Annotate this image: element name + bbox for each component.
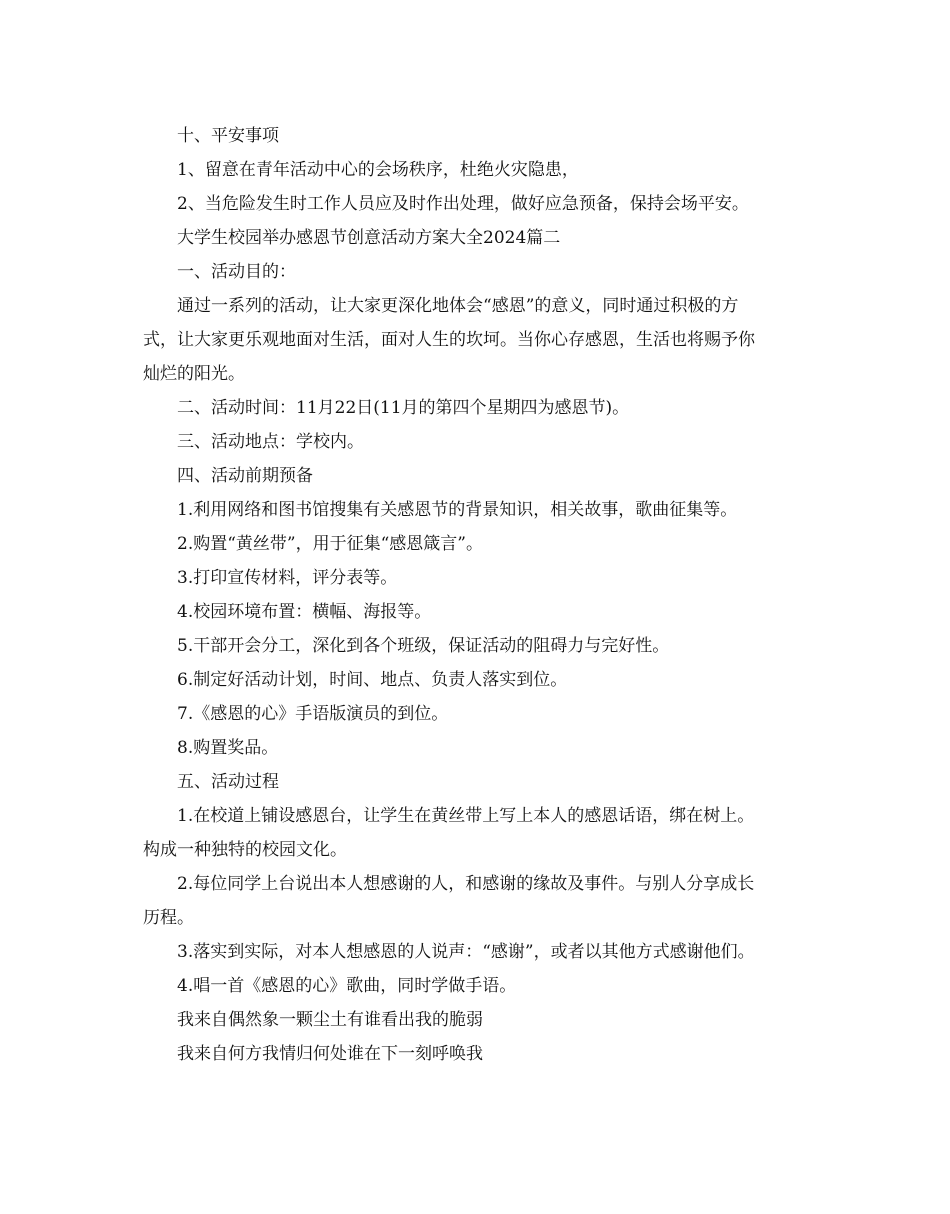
list-item: 4.唱一首《感恩的心》歌曲，同时学做手语。: [177, 976, 517, 996]
section-heading-purpose: 一、活动目的：: [177, 262, 296, 282]
paragraph-line: 灿烂的阳光。: [143, 364, 245, 384]
list-item: 5.干部开会分工，深化到各个班级，保证活动的阻碍力与完好性。: [177, 636, 670, 656]
list-item: 1.利用网络和图书馆搜集有关感恩节的背景知识，相关故事，歌曲征集等。: [177, 500, 738, 520]
paragraph-line: 2、当危险发生时工作人员应及时作出处理，做好应急预备，保持会场平安。: [177, 194, 749, 214]
list-item: 8.购置奖品。: [177, 738, 279, 758]
list-item: 1.在校道上铺设感恩台，让学生在黄丝带上写上本人的感恩话语，绑在树上。: [177, 806, 755, 826]
list-item-continuation: 构成一种独特的校园文化。: [143, 840, 347, 860]
article-title: 大学生校园举办感恩节创意活动方案大全2024篇二: [177, 228, 561, 248]
list-item: 3.打印宣传材料，评分表等。: [177, 568, 398, 588]
list-item: 2.购置“黄丝带”，用于征集“感恩箴言”。: [177, 534, 483, 554]
lyric-line: 我来自偶然象一颗尘土有谁看出我的脆弱: [177, 1010, 483, 1030]
section-heading-preparation: 四、活动前期预备: [177, 466, 313, 486]
paragraph-line: 1、留意在青年活动中心的会场秩序，杜绝火灾隐患，: [177, 160, 579, 180]
list-item: 6.制定好活动计划，时间、地点、负责人落实到位。: [177, 670, 568, 690]
document-body: [143, 119, 823, 1071]
section-heading-location: 三、活动地点：学校内。: [177, 432, 364, 452]
section-heading-safety: 十、平安事项: [177, 126, 279, 146]
paragraph-line: 式，让大家更乐观地面对生活，面对人生的坎坷。当你心存感恩，生活也将赐予你: [143, 330, 755, 350]
list-item: 7.《感恩的心》手语版演员的到位。: [177, 704, 449, 724]
lyric-line: 我来自何方我情归何处谁在下一刻呼唤我: [177, 1044, 483, 1064]
list-item: 2.每位同学上台说出本人想感谢的人，和感谢的缘故及事件。与别人分享成长: [177, 874, 755, 894]
paragraph-line: 通过一系列的活动，让大家更深化地体会“感恩”的意义，同时通过积极的方: [177, 296, 739, 316]
list-item: 4.校园环境布置：横幅、海报等。: [177, 602, 432, 622]
list-item: 3.落实到实际，对本人想感恩的人说声：“感谢”，或者以其他方式感谢他们。: [177, 942, 755, 962]
section-heading-process: 五、活动过程: [177, 772, 279, 792]
section-heading-time: 二、活动时间：11月22日(11月的第四个星期四为感恩节)。: [177, 398, 630, 418]
list-item-continuation: 历程。: [143, 908, 194, 928]
